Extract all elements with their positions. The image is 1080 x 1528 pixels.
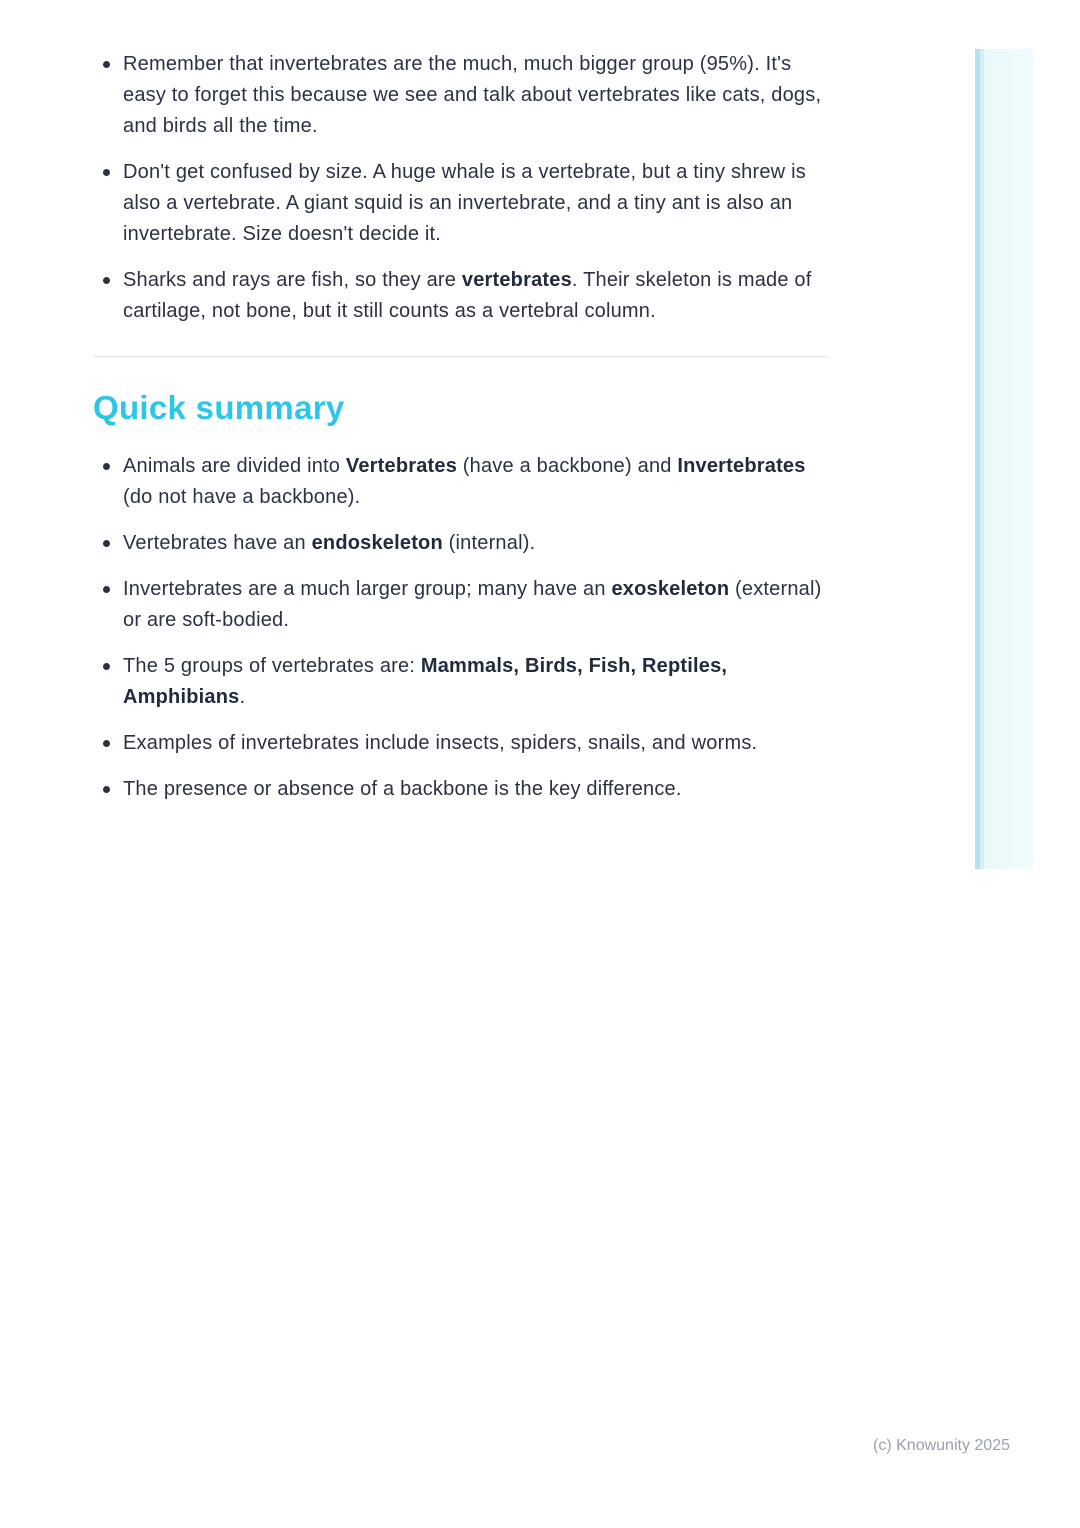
text: . Their skeleton is made of cartilage, not bone, but it still counts as a vertebral column. bbox=[123, 269, 812, 322]
quick-summary-heading: Quick summary bbox=[93, 389, 345, 426]
text: (have a backbone) and bbox=[457, 455, 678, 477]
text: (do not have a backbone). bbox=[123, 486, 361, 508]
list-item bbox=[123, 728, 828, 759]
bold-text: Mammals, Birds, Fish, Reptiles, Amphibians bbox=[123, 655, 728, 708]
copyright-text: (c) Knowunity 2025 bbox=[873, 1437, 1010, 1454]
list-item bbox=[123, 451, 828, 513]
text: Examples of invertebrates include insects, spiders, snails, and worms. bbox=[123, 732, 758, 754]
list-item bbox=[123, 49, 828, 142]
text: (external) or are soft-bodied. bbox=[123, 578, 822, 631]
bold-text: exoskeleton bbox=[611, 578, 730, 600]
page-accent-bar bbox=[975, 49, 1033, 869]
list-item bbox=[123, 157, 828, 250]
text: Remember that invertebrates are the much, much bigger group (95%). It's easy to forget this because we see and talk about vertebrates like cats, dogs, and birds all the time. bbox=[123, 53, 822, 137]
text: Invertebrates are a much larger group; many have an bbox=[123, 578, 612, 600]
list-item bbox=[123, 528, 828, 559]
list-item bbox=[123, 574, 828, 636]
text: Don't get confused by size. A huge whale is a vertebrate, but a tiny shrew is also a vertebrate. A giant squid is an invertebrate, and a tiny ant is also an invertebrate. Size doesn't decide it. bbox=[123, 161, 806, 245]
bold-text: vertebrates bbox=[461, 269, 572, 291]
content-area bbox=[93, 49, 828, 805]
summary-bullet-list bbox=[93, 451, 828, 805]
list-item bbox=[123, 651, 828, 713]
text: (internal). bbox=[442, 532, 536, 554]
text: The presence or absence of a backbone is the key difference. bbox=[123, 778, 682, 800]
text: The 5 groups of vertebrates are: bbox=[123, 655, 421, 677]
list-item bbox=[123, 265, 828, 327]
bold-text: endoskeleton bbox=[311, 532, 443, 554]
bold-text: Invertebrates bbox=[677, 455, 806, 477]
section-divider bbox=[93, 356, 828, 357]
list-item bbox=[123, 774, 828, 805]
text: Vertebrates have an bbox=[123, 532, 312, 554]
text: Animals are divided into bbox=[123, 455, 346, 477]
notes-bullet-list bbox=[93, 49, 828, 327]
bold-text: Vertebrates bbox=[345, 455, 458, 477]
text: . bbox=[239, 686, 246, 708]
text: Sharks and rays are fish, so they are bbox=[123, 269, 462, 291]
